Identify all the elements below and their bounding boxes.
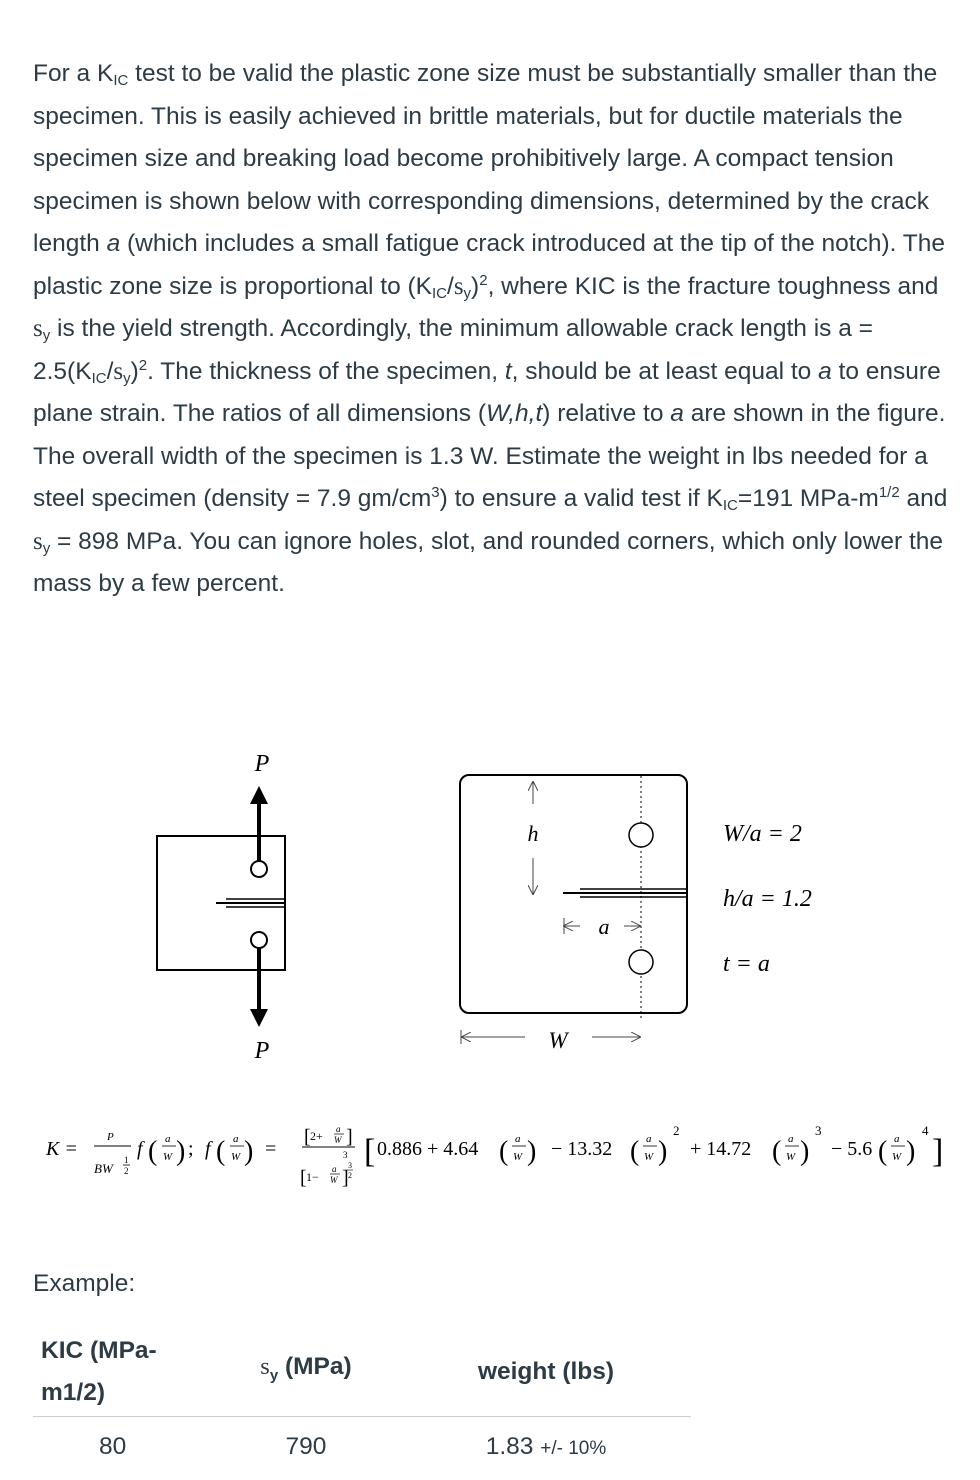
svg-text:]: ] — [932, 1133, 944, 1170]
svg-text:BW: BW — [94, 1161, 113, 1176]
svg-text:]: ] — [346, 1126, 353, 1148]
w-label: W — [548, 1028, 568, 1053]
cell-weight: 1.83 +/- 10% — [485, 1432, 607, 1460]
svg-text:− 13.32: − 13.32 — [551, 1138, 613, 1160]
svg-text:): ) — [527, 1136, 537, 1167]
loaded-specimen-diagram — [157, 751, 285, 1064]
svg-text:W: W — [231, 1151, 241, 1163]
svg-text:+ 14.72: + 14.72 — [690, 1138, 752, 1160]
svg-text:P: P — [107, 1131, 114, 1143]
table-row — [33, 1416, 691, 1468]
svg-text:a: a — [332, 1164, 337, 1174]
svg-text:]: ] — [342, 1167, 349, 1189]
example-label: Example: — [33, 1270, 136, 1297]
svg-text:a: a — [894, 1133, 900, 1145]
arrow-up-icon — [250, 786, 268, 804]
header-weight: weight (lbs) — [477, 1357, 615, 1385]
svg-text:W: W — [334, 1135, 342, 1145]
svg-text:2: 2 — [124, 1166, 129, 1176]
svg-text:a: a — [165, 1133, 171, 1145]
svg-text:a: a — [336, 1124, 341, 1134]
svg-text:W: W — [892, 1151, 902, 1163]
svg-text:3: 3 — [348, 1161, 352, 1170]
pin-hole-bottom — [629, 950, 653, 974]
cell-sy: 790 — [285, 1432, 327, 1460]
svg-text:W: W — [786, 1151, 796, 1163]
svg-text:=: = — [265, 1138, 277, 1160]
svg-text:): ) — [176, 1136, 186, 1167]
pin-hole-top — [251, 861, 267, 877]
svg-text:(: ( — [878, 1136, 888, 1167]
svg-text:2+: 2+ — [310, 1129, 323, 1143]
svg-text:a: a — [788, 1133, 794, 1145]
svg-text:1−: 1− — [306, 1170, 319, 1184]
a-label: a — [598, 914, 610, 939]
arrow-down-icon — [250, 1009, 268, 1027]
header-kic: KIC (MPa-m1/2) — [41, 1336, 157, 1406]
svg-text:f: f — [137, 1138, 143, 1160]
problem-statement: For a $K_{IC}$ test to be valid the plastic zone size must be substantially smaller than the specimen. This is easily achieved in brittle materials, but for ductile materials the specimen size and breaking load become prohibitively large. A compact tension specimen is shown below with corresponding dimensions, determined by the crack length a (which includes a small fatigue crack introduced at the tip of the notch). The plastic zone size is proportional to $(K_{IC}/s_y)^2$, where KIC is the fracture toughness and $s_y$ is the yield strength. Accordingly, the minimum allowable crack length is $a = 2.5(K_{IC}/s_y)^2$. The thickness of the specimen, t, should be at least equal to a to ensure plane strain. The ratios of all dimensions (W,h,t) relative to a are shown in the figure. The overall width of the specimen is 1.3 W. Estimate the weight in lbs needed for a steel specimen (density = 7.9 $gm/cm^3$) to ensure a valid test if $K_{IC}=191$ MPa-$m^{1/2}$ and $s_y = 898$ MPa. You can ignore holes, slot, and rounded corners, which only lower the mass by a few percent. — [33, 60, 948, 597]
h-label: h — [527, 821, 539, 846]
svg-text:a: a — [233, 1133, 239, 1145]
svg-text:): ) — [244, 1136, 254, 1167]
k-formula — [45, 1123, 943, 1189]
pin-hole-bottom — [251, 932, 267, 948]
ratio-h: h/a = 1.2 — [723, 886, 812, 912]
svg-text:): ) — [658, 1136, 668, 1167]
svg-text:): ) — [800, 1136, 810, 1167]
svg-text:(: ( — [216, 1136, 226, 1167]
svg-text:[: [ — [364, 1133, 376, 1170]
example-table — [33, 1328, 691, 1468]
svg-text:(: ( — [148, 1136, 158, 1167]
svg-text:2: 2 — [348, 1171, 352, 1180]
svg-text:3: 3 — [815, 1123, 822, 1138]
svg-text:[: [ — [300, 1167, 307, 1189]
header-sy: $s_y$ (MPa) — [260, 1353, 352, 1385]
svg-text:W: W — [644, 1151, 654, 1163]
svg-text:0.886 + 4.64: 0.886 + 4.64 — [377, 1138, 479, 1160]
cell-kic: 80 — [99, 1432, 127, 1460]
svg-text:): ) — [906, 1136, 916, 1167]
svg-text:4: 4 — [922, 1123, 929, 1138]
svg-text:W: W — [163, 1151, 173, 1163]
svg-text:1: 1 — [124, 1155, 129, 1165]
svg-text:(: ( — [499, 1136, 509, 1167]
svg-text:W: W — [330, 1175, 338, 1185]
svg-text:W: W — [513, 1151, 523, 1163]
ratio-t: t = a — [723, 951, 770, 977]
svg-text:3: 3 — [343, 1150, 348, 1160]
load-label-top: P — [254, 751, 270, 777]
svg-text:K =: K = — [46, 1138, 78, 1160]
table-header-row — [33, 1328, 691, 1416]
svg-text:a: a — [515, 1133, 521, 1145]
dimension-diagram — [460, 775, 812, 1053]
svg-text:2: 2 — [673, 1123, 680, 1138]
svg-text:f: f — [205, 1138, 211, 1160]
svg-text:(: ( — [630, 1136, 640, 1167]
pin-hole-top — [629, 823, 653, 847]
load-label-bottom: P — [254, 1038, 270, 1064]
svg-text:(: ( — [772, 1136, 782, 1167]
svg-text:− 5.6: − 5.6 — [831, 1138, 873, 1160]
ratio-w: W/a = 2 — [723, 821, 802, 847]
svg-text:a: a — [646, 1133, 652, 1145]
svg-text:;: ; — [188, 1138, 194, 1160]
svg-text:[: [ — [304, 1126, 311, 1148]
